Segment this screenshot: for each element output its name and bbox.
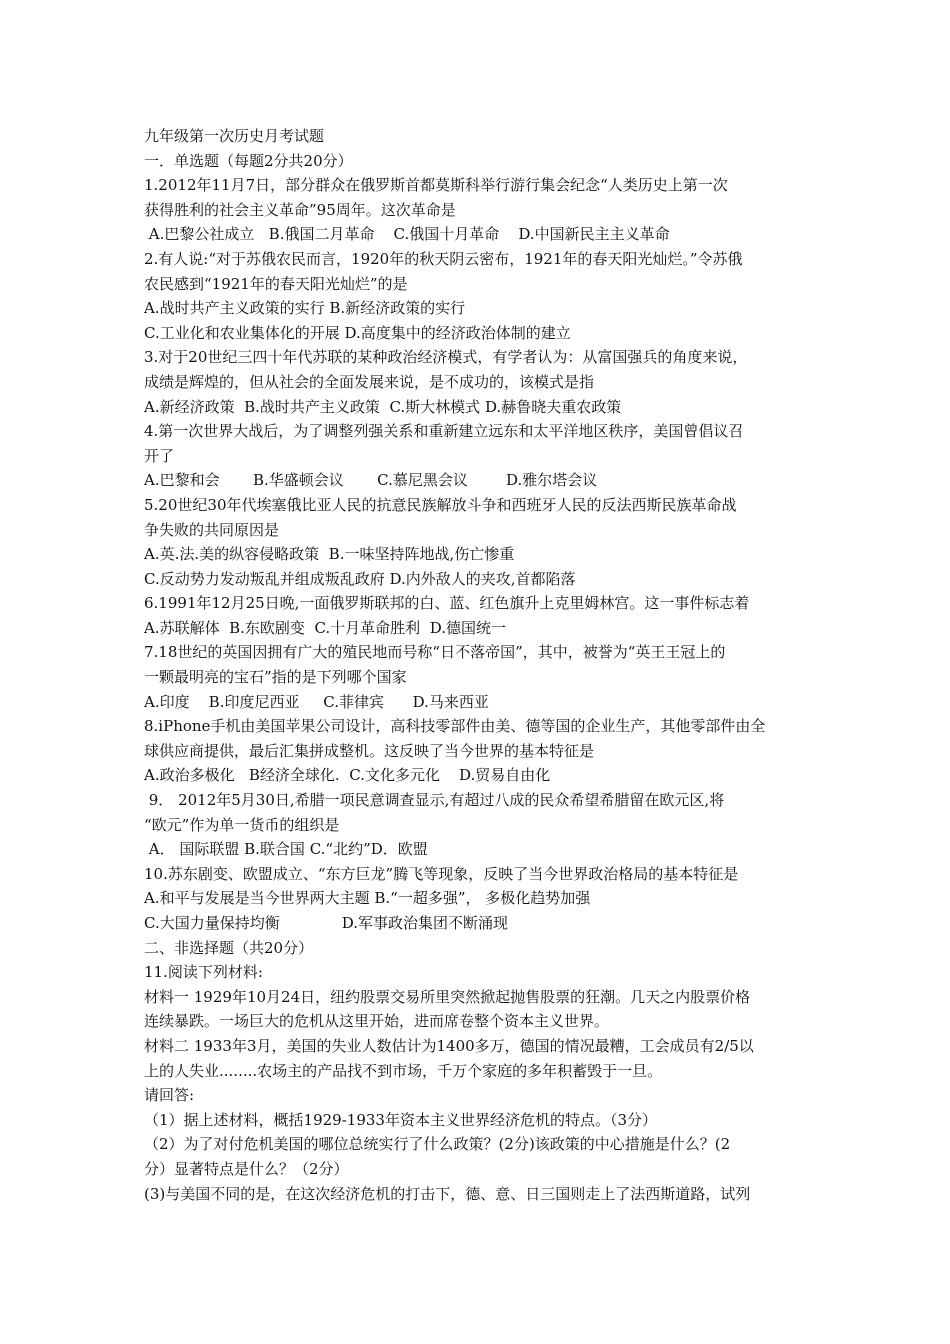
sub-question-3: (3)与美国不同的是，在这次经济危机的打击下，德、意、日三国则走上了法西斯道路，试列 — [144, 1184, 751, 1203]
question-7-options: A.印度 B.印度尼西亚 C.菲律宾 D.马来西亚 — [144, 692, 489, 711]
question-1-options: A.巴黎公社成立 B.俄国二月革命 C.俄国十月革命 D.中国新民主主义革命 — [144, 225, 670, 244]
question-10-options-cd: C.大国力量保持均衡 D.军事政治集团不断涌现 — [144, 914, 508, 932]
question-4-stem: 4.第一次世界大战后，为了调整列强关系和重新建立远东和太平洋地区秩序，美国曾倡议召 — [144, 422, 744, 441]
answer-prompt: 请回答: — [144, 1086, 195, 1105]
sub-question-2-cont: 分）显著特点是什么？（2分） — [144, 1159, 349, 1178]
material-2: 材料二 1933年3月，美国的失业人数估计为1400多万，德国的情况最糟，工会成员有2/5以 — [144, 1036, 754, 1055]
question-3-stem: 3.对于20世纪三四十年代苏联的某种政治经济模式，有学者认为：从富国强兵的角度来说， — [144, 348, 748, 367]
question-8-stem-cont: 球供应商提供，最后汇集拼成整机。这反映了当今世界的基本特征是 — [144, 741, 595, 760]
question-7-stem: 7.18世纪的英国因拥有广大的殖民地而号称“日不落帝国”，其中，被誉为“英王王冠上的 — [144, 643, 726, 662]
question-5-options-ab: A.英.法.美的纵容侵略政策 B.一味坚持阵地战,伤亡惨重 — [144, 545, 515, 564]
question-9-stem: 9． 2012年5月30日,希腊一项民意调查显示,有超过八成的民众希望希腊留在欧元区,将 — [144, 791, 725, 810]
question-9-options: A． 国际联盟 B.联合国 C.“北约”D．欧盟 — [144, 840, 428, 859]
exam-title: 九年级第一次历史月考试题 — [144, 127, 325, 145]
question-9-stem-cont: “欧元”作为单一货币的组织是 — [144, 815, 340, 834]
question-5-options-cd: C.反动势力发动叛乱并组成叛乱政府 D.内外敌人的夹攻,首都陷落 — [144, 569, 576, 588]
question-10-stem: 10.苏东剧变、欧盟成立、“东方巨龙”腾飞等现象，反映了当今世界政治格局的基本特征是 — [144, 864, 739, 883]
sub-question-2: （2）为了对付危机美国的哪位总统实行了什么政策？(2分)该政策的中心措施是什么？(2 — [144, 1135, 731, 1154]
question-3-stem-cont: 成绩是辉煌的，但从社会的全面发展来说，是不成功的，该模式是指 — [144, 372, 595, 391]
section-heading-non-choice: 二、非选择题（共20分） — [144, 938, 314, 957]
question-6-stem: 6.1991年12月25日晚,一面俄罗斯联邦的白、蓝、红色旗升上克里姆林宫。这一事件标志着 — [144, 594, 750, 613]
question-4-options: A.巴黎和会 B.华盛顿会议 C.慕尼黑会议 D.雅尔塔会议 — [144, 471, 598, 490]
question-2-stem: 2.有人说:“对于苏俄农民而言，1920年的秋天阴云密布，1921年的春天阳光灿烂。”令苏俄 — [144, 249, 743, 268]
question-2-options-cd: C.工业化和农业集体化的开展 D.高度集中的经济政治体制的建立 — [144, 323, 571, 342]
question-2-options-ab: A.战时共产主义政策的实行 B.新经济政策的实行 — [144, 299, 466, 318]
material-2-cont: 上的人失业........农场主的产品找不到市场，千万个家庭的多年积蓄毁于一旦。 — [144, 1061, 663, 1080]
question-1-stem: 1.2012年11月7日，部分群众在俄罗斯首都莫斯科举行游行集会纪念“人类历史上第一次 — [144, 176, 728, 195]
exam-page — [144, 124, 814, 1206]
question-3-options: A.新经济政策 B.战时共产主义政策 C.斯大林模式 D.赫鲁晓夫重农政策 — [144, 397, 622, 416]
question-11-intro: 11.阅读下列材料: — [144, 963, 263, 982]
sub-question-1: （1）据上述材料，概括1929-1933年资本主义世界经济危机的特点。（3分） — [144, 1110, 658, 1129]
section-heading-single-choice: 一．单选题（每题2分共20分） — [144, 151, 353, 170]
question-10-options-ab: A.和平与发展是当今世界两大主题 B.“一超多强”， 多极化趋势加强 — [144, 889, 591, 908]
question-1-stem-cont: 获得胜利的社会主义革命”95周年。这次革命是 — [144, 200, 456, 219]
question-6-options: A.苏联解体 B.东欧剧变 C.十月革命胜利 D.德国统一 — [144, 618, 506, 637]
question-2-stem-cont: 农民感到“1921年的春天阳光灿烂”的是 — [144, 274, 408, 293]
question-7-stem-cont: 一颗最明亮的宝石”指的是下列哪个国家 — [144, 668, 407, 687]
material-1-cont: 连续暴跌。一场巨大的危机从这里开始，进而席卷整个资本主义世界。 — [144, 1012, 610, 1031]
question-8-options: A.政治多极化 B经济全球化. C.文化多元化 D.贸易自由化 — [144, 766, 551, 785]
material-1: 材料一 1929年10月24日，纽约股票交易所里突然掀起抛售股票的狂潮。几天之内股票价格 — [144, 987, 751, 1006]
question-5-stem-cont: 争失败的共同原因是 — [144, 520, 280, 539]
question-4-stem-cont: 开了 — [144, 446, 175, 465]
question-8-stem: 8.iPhone手机由美国苹果公司设计，高科技零部件由美、德等国的企业生产，其他零部件由全 — [144, 717, 766, 736]
question-5-stem: 5.20世纪30年代埃塞俄比亚人民的抗意民族解放斗争和西班牙人民的反法西斯民族革命战 — [144, 495, 737, 514]
